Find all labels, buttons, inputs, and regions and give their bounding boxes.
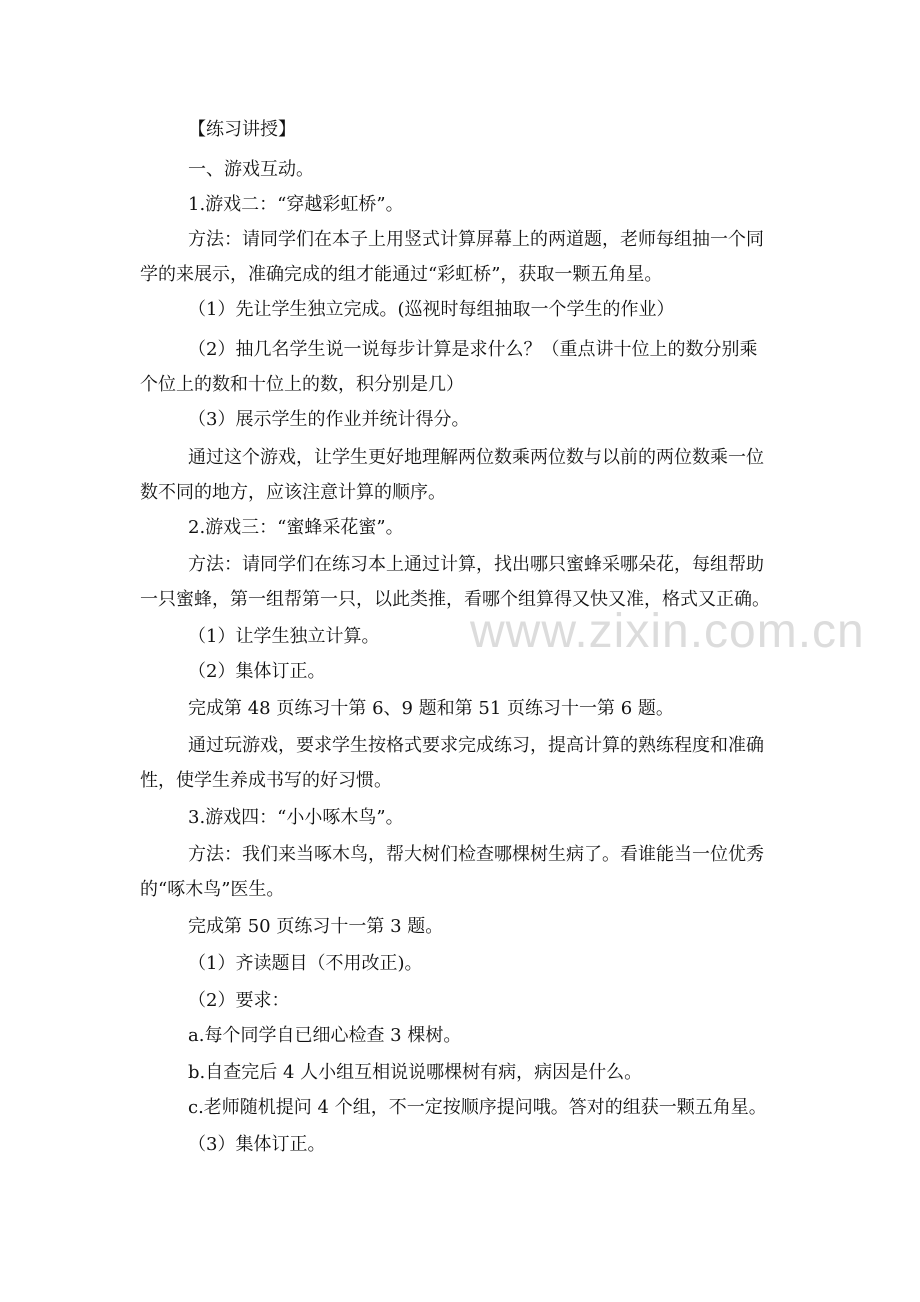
exercise-assignment-2: 完成第 50 页练习十一第 3 题。 [188, 916, 444, 937]
game-three-method-line-1: 方法：请同学们在练习本上通过计算，找出哪只蜜蜂采哪朵花，每组帮助 [188, 554, 764, 575]
game-four-step-1: （1）齐读题目（不用改正)。 [188, 953, 423, 974]
game-three-title: 2.游戏三：“蜜蜂采花蜜”。 [188, 517, 404, 538]
game-two-summary-line-1: 通过这个游戏，让学生更好地理解两位数乘两位数与以前的两位数乘一位 [188, 447, 764, 468]
game-three-step-1: （1）让学生独立计算。 [188, 626, 380, 647]
game-two-method-line-2: 学的来展示，准确完成的组才能通过“彩虹桥”，获取一颗五角星。 [140, 264, 663, 285]
game-three-summary-line-2: 性，使学生养成书写的好习惯。 [140, 770, 392, 791]
game-two-step-1: （1）先让学生独立完成。(巡视时每组抽取一个学生的作业） [188, 299, 675, 320]
game-two-step-3: （3）展示学生的作业并统计得分。 [188, 409, 470, 430]
game-three-step-2: （2）集体订正。 [188, 661, 326, 682]
game-four-title: 3.游戏四：“小小啄木鸟”。 [188, 807, 404, 828]
requirement-a: a.每个同学自已细心检查 3 棵树。 [188, 1025, 462, 1046]
game-two-method-line-1: 方法：请同学们在本子上用竖式计算屏幕上的两道题，老师每组抽一个同 [188, 229, 764, 250]
game-two-summary-line-2: 数不同的地方，应该注意计算的顺序。 [140, 482, 446, 503]
game-four-method-line-1: 方法：我们来当啄木鸟，帮大树们检查哪棵树生病了。看谁能当一位优秀 [188, 844, 764, 865]
requirement-b: b.自查完后 4 人小组互相说说哪棵树有病，病因是什么。 [188, 1062, 643, 1083]
watermark-text: www.zixin.com.cn [470, 605, 865, 658]
game-two-title: 1.游戏二：“穿越彩虹桥”。 [188, 194, 404, 215]
game-four-step-3: （3）集体订正。 [188, 1134, 326, 1155]
game-two-step-2-line-1: （2）抽几名学生说一说每步计算是求什么？（重点讲十位上的数分别乘 [188, 339, 758, 360]
requirement-c: c.老师随机提问 4 个组，不一定按顺序提问哦。答对的组获一颗五角星。 [188, 1097, 767, 1118]
game-three-method-line-2: 一只蜜蜂，第一组帮第一只，以此类推，看哪个组算得又快又准，格式又正确。 [140, 589, 770, 610]
game-four-method-line-2: 的“啄木鸟”医生。 [140, 879, 285, 900]
game-two-step-2-line-2: 个位上的数和十位上的数，积分别是几） [140, 374, 464, 395]
game-three-summary-line-1: 通过玩游戏，要求学生按格式要求完成练习，提高计算的熟练程度和准确 [188, 735, 764, 756]
section-heading: 【练习讲授】 [188, 119, 296, 140]
subsection-heading: 一、游戏互动。 [188, 159, 314, 180]
exercise-assignment-1: 完成第 48 页练习十第 6、9 题和第 51 页练习十一第 6 题。 [188, 698, 674, 719]
game-four-step-2: （2）要求： [188, 990, 290, 1011]
